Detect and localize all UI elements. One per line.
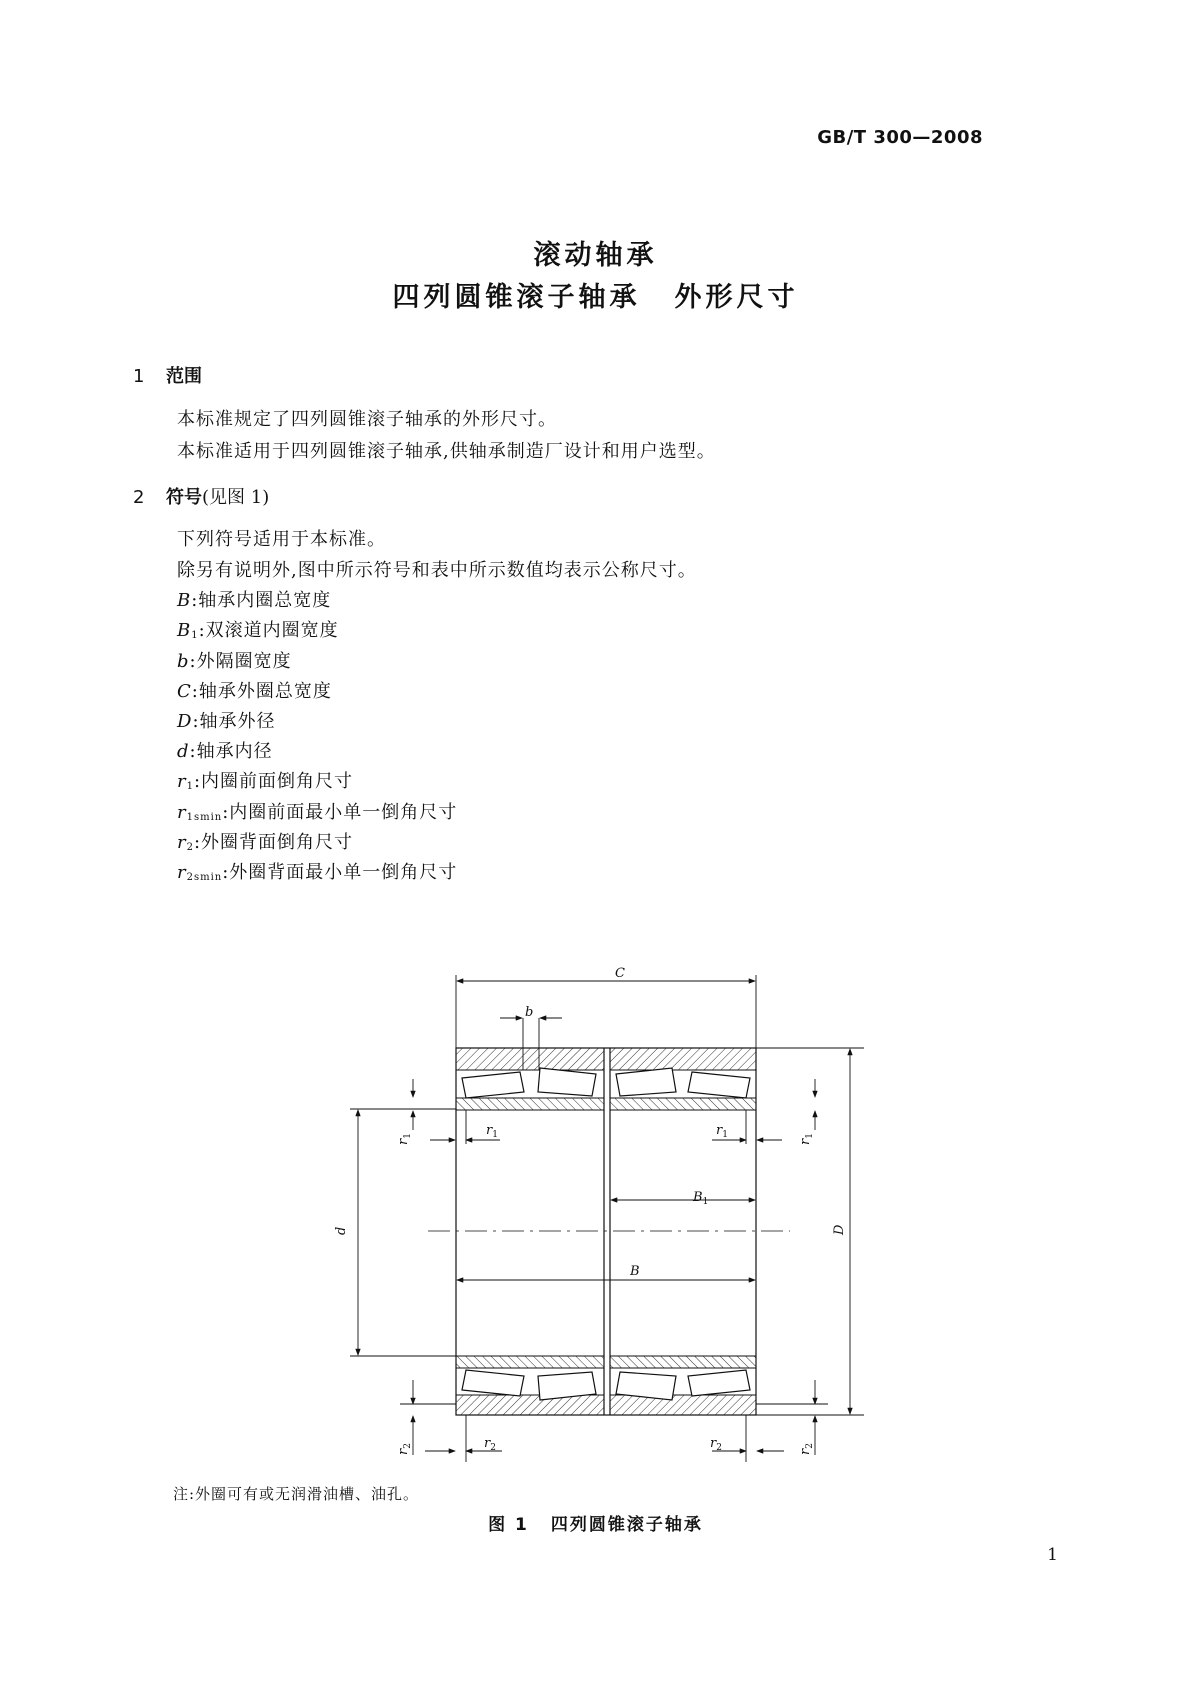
- label-d: d: [334, 1226, 349, 1235]
- symbol-item: $r_{1smin}$:内圈前面最小单一倒角尺寸: [177, 802, 458, 823]
- symbol-item: $B_1$:双滚道内圈宽度: [177, 620, 339, 641]
- symbol-item: $r_{2smin}$:外圈背面最小单一倒角尺寸: [177, 862, 458, 883]
- title-line-2-sub: 外形尺寸: [674, 282, 799, 313]
- label-r2: $r_2$: [710, 1436, 722, 1453]
- label-C: C: [615, 966, 625, 981]
- label-r1: $r_1$: [486, 1123, 498, 1140]
- symbol-item: $r_2$:外圈背面倒角尺寸: [177, 832, 354, 853]
- symbol-item: b:外隔圈宽度: [177, 651, 292, 672]
- section-title-note: (见图 1): [202, 487, 270, 508]
- scope-paragraph: 本标准规定了四列圆锥滚子轴承的外形尺寸。: [177, 409, 557, 430]
- title-line-2-main: 四列圆锥滚子轴承: [392, 282, 641, 313]
- standard-number: GB/T 300—2008: [817, 127, 983, 148]
- label-r1: $r_1$: [716, 1123, 728, 1140]
- label-D: D: [832, 1224, 847, 1235]
- label-r2: $r_2$: [798, 1443, 815, 1455]
- figure-note: 注:外圈可有或无润滑油槽、油孔。: [173, 1485, 420, 1503]
- inner-ring-top-right: [610, 1098, 756, 1110]
- label-B: B: [630, 1264, 640, 1279]
- section-number: 1: [133, 366, 145, 387]
- label-r2: $r_2$: [396, 1443, 413, 1455]
- symbol-item: C:轴承外圈总宽度: [177, 681, 332, 702]
- outer-ring-bottom-right: [610, 1395, 756, 1415]
- inner-ring-bottom-left: [456, 1356, 604, 1368]
- figure-number: 图 1: [488, 1515, 529, 1535]
- symbols-intro: 除另有说明外,图中所示符号和表中所示数值均表示公称尺寸。: [177, 560, 697, 581]
- roller-4: [688, 1072, 750, 1098]
- title-line-1: 滚动轴承: [533, 240, 658, 271]
- scope-paragraph: 本标准适用于四列圆锥滚子轴承,供轴承制造厂设计和用户选型。: [177, 441, 716, 462]
- symbol-item: D:轴承外径: [177, 711, 276, 732]
- roller-5: [462, 1370, 524, 1396]
- page-number: 1: [1047, 1545, 1058, 1565]
- roller-3: [616, 1068, 676, 1096]
- figure-caption: [0, 1510, 1191, 1535]
- label-r2: $r_2$: [484, 1436, 496, 1453]
- outer-ring-top-left: [456, 1048, 604, 1070]
- outer-ring-top-right: [610, 1048, 756, 1070]
- label-B1: $B_1$: [693, 1190, 709, 1207]
- label-r1: $r_1$: [396, 1133, 413, 1145]
- symbol-item: $r_1$:内圈前面倒角尺寸: [177, 771, 354, 792]
- section-title: 范围: [166, 366, 202, 387]
- symbol-item: d:轴承内径: [177, 741, 273, 762]
- symbol-item: B:轴承内圈总宽度: [177, 590, 332, 611]
- inner-ring-bottom-right: [610, 1356, 756, 1368]
- roller-2: [538, 1068, 596, 1096]
- section-number: 2: [133, 487, 145, 508]
- symbols-intro: 下列符号适用于本标准。: [177, 529, 386, 550]
- roller-8: [688, 1370, 750, 1396]
- label-r1: $r_1$: [798, 1133, 815, 1145]
- label-b: b: [525, 1005, 534, 1020]
- inner-ring-top-left: [456, 1098, 604, 1110]
- figure-caption-text: 四列圆锥滚子轴承: [550, 1515, 703, 1535]
- section-title: 符号: [166, 487, 202, 508]
- outer-ring-bottom-left: [456, 1395, 604, 1415]
- roller-1: [462, 1072, 524, 1098]
